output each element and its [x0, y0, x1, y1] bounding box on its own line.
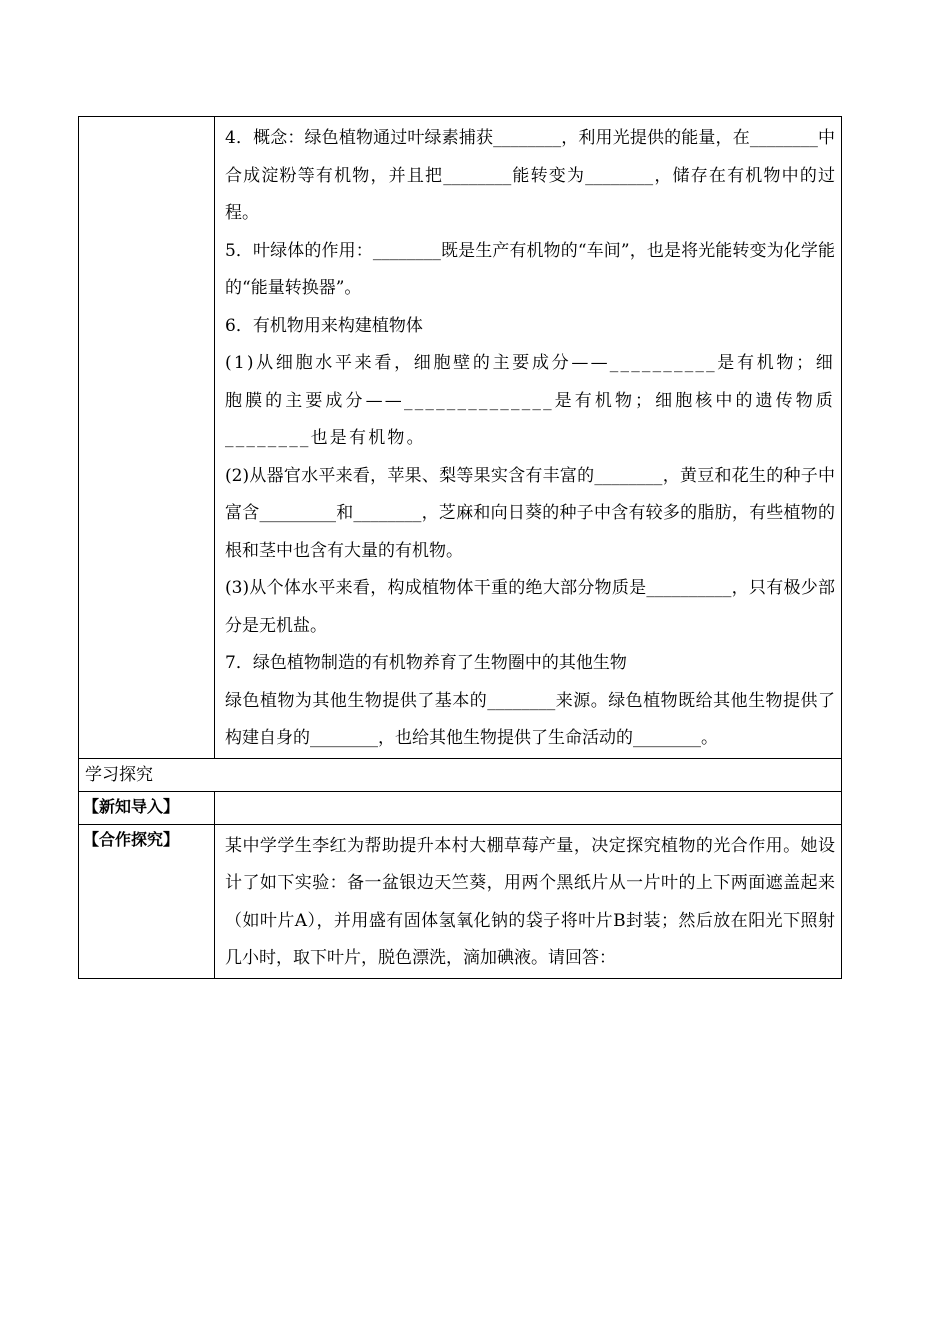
- coop-label-cell: [79, 824, 215, 978]
- knowledge-row: [79, 117, 842, 759]
- cell-level-paragraph: (1)从细胞水平来看，细胞壁的主要成分——__________是有机物；细胞膜的主要成分——______________是有机物；细胞核中的遗传物质________也是有机物。: [225, 353, 835, 448]
- intro-label-cell: [79, 791, 215, 824]
- individual-level-paragraph: (3)从个体水平来看，构成植物体干重的绝大部分物质是__________，只有极少部分是无机盐。: [225, 578, 835, 636]
- empty-label-cell: [79, 117, 215, 759]
- coop-label: 【合作探究】: [83, 829, 180, 849]
- chloroplast-paragraph: 5．叶绿体的作用：________既是生产有机物的“车间”，也是将光能转变为化学能的“能量转换器”。: [225, 240, 835, 298]
- coop-paragraph: 某中学学生李红为帮助提升本村大棚草莓产量，决定探究植物的光合作用。她设计了如下实验：备一盆银边天竺葵，用两个黑纸片从一片叶的上下两面遮盖起来（如叶片A），并用盛有固体氢氧化钠的袋子将叶片B封装；然后放在阳光下照射几小时，取下叶片，脱色漂洗，滴加碘液。请回答：: [225, 835, 835, 968]
- organ-level-paragraph: (2)从器官水平来看，苹果、梨等果实含有丰富的________，黄豆和花生的种子中富含_________和________，芝麻和向日葵的种子中含有较多的脂肪，有些植物的根和茎中也含有大量的有机物。: [225, 465, 835, 561]
- intro-row: [79, 791, 842, 824]
- section-row: [79, 758, 842, 791]
- organic-build-heading: 6．有机物用来构建植物体: [225, 315, 423, 336]
- section-title-cell: [79, 758, 842, 791]
- section-title: 学习探究: [85, 764, 153, 785]
- intro-label: 【新知导入】: [83, 796, 180, 816]
- intro-content-cell: [215, 791, 842, 824]
- nourish-paragraph: 绿色植物为其他生物提供了基本的________来源。绿色植物既给其他生物提供了构建自身的________，也给其他生物提供了生命活动的________。: [225, 690, 835, 748]
- intro-content: [215, 792, 841, 795]
- coop-content-cell: [215, 824, 842, 978]
- nourish-heading: 7．绿色植物制造的有机物养育了生物圈中的其他生物: [225, 653, 627, 673]
- worksheet-table: [78, 116, 842, 979]
- knowledge-cell: [215, 117, 842, 759]
- concept-paragraph: 4．概念：绿色植物通过叶绿素捕获________，利用光提供的能量，在________中合成淀粉等有机物，并且把________能转变为________，储存在有机物中的过程。: [225, 128, 835, 223]
- coop-row: [79, 824, 842, 978]
